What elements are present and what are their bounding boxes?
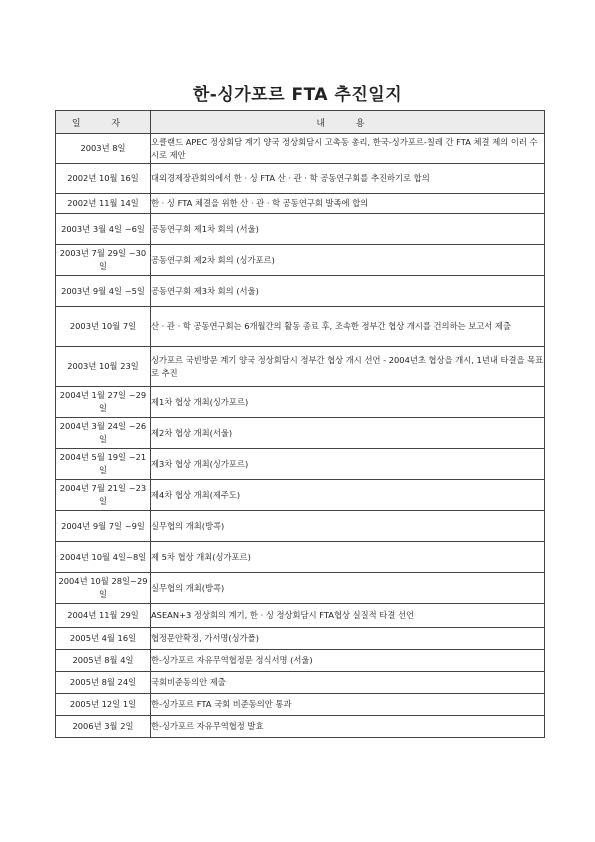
row-content: 한-싱가포르 자유무역협정 발효 (151, 716, 545, 738)
header-content: 내 용 (151, 111, 545, 134)
row-content: 산 · 관 · 학 공동연구회는 6개월간의 활동 종료 후, 조속한 정부간 협상 개시를 건의하는 보고서 제출 (151, 307, 545, 347)
row-content: 실무협의 개최(방콕) (151, 511, 545, 542)
table-row (56, 650, 545, 672)
row-content: 오클랜드 APEC 정상회담 계기 양국 정상회담시 고촉동 총리, 한국-싱가포르-칠레 간 FTA 체결 제의 이러 수시로 제안 (151, 134, 545, 164)
fta-timeline-table (55, 110, 545, 738)
table-row (56, 387, 545, 418)
row-content: 싱가포르 국빈방문 계기 양국 정상회담시 정부간 협상 개시 선언 - 2004년초 협상을 개시, 1년내 타결을 목표로 추진 (151, 347, 545, 387)
table-row (56, 307, 545, 347)
row-date: 2005년 8월 24일 (56, 672, 151, 694)
row-date: 2003년 10월 7일 (56, 307, 151, 347)
table-row (56, 347, 545, 387)
page-title: 한-싱가포르 FTA 추진일지 (192, 85, 403, 105)
row-content: 제4차 협상 개최(제주도) (151, 480, 545, 511)
row-content: 공동연구회 제3차 회의 (서울) (151, 276, 545, 307)
table-row (56, 276, 545, 307)
row-content: 대외경제장관회의에서 한 · 싱 FTA 산 · 관 · 학 공동연구회를 추진하기로 합의 (151, 164, 545, 194)
row-date: 2004년 3월 24일 ~26일 (56, 418, 151, 449)
row-date: 2006년 3월 2일 (56, 716, 151, 738)
table-row (56, 573, 545, 604)
row-content: ASEAN+3 정상회의 계기, 한 · 싱 정상회담시 FTA협상 실질적 타결 선언 (151, 604, 545, 628)
row-content: 실무협의 개최(방콕) (151, 573, 545, 604)
row-date: 2002년 11월 14일 (56, 194, 151, 214)
row-content: 협정문안확정, 가서명(싱가폴) (151, 628, 545, 650)
table-row (56, 542, 545, 573)
table-row (56, 449, 545, 480)
header-date: 일 자 (56, 111, 151, 134)
row-date: 2005년 4월 16일 (56, 628, 151, 650)
row-date: 2005년 12일 1일 (56, 694, 151, 716)
row-content: 한-싱가포르 FTA 국회 비준동의안 통과 (151, 694, 545, 716)
row-date: 2005년 8월 4일 (56, 650, 151, 672)
row-date: 2003년 9월 4일 ~5일 (56, 276, 151, 307)
row-date: 2003년 7월 29일 ~30일 (56, 245, 151, 276)
row-content: 제3차 협상 개최(싱가포르) (151, 449, 545, 480)
row-date: 2003년 8일 (56, 134, 151, 164)
row-date: 2002년 10월 16일 (56, 164, 151, 194)
table-row (56, 480, 545, 511)
row-date: 2004년 9월 7일 ~9일 (56, 511, 151, 542)
row-content: 공동연구회 제2차 회의 (싱가포르) (151, 245, 545, 276)
table-row (56, 134, 545, 164)
table-row (56, 245, 545, 276)
row-date: 2004년 7월 21일 ~23일 (56, 480, 151, 511)
row-content: 제1차 협상 개최(싱가포르) (151, 387, 545, 418)
row-date: 2003년 10월 23일 (56, 347, 151, 387)
row-date: 2004년 1월 27일 ~29일 (56, 387, 151, 418)
row-date: 2004년 5월 19일 ~21일 (56, 449, 151, 480)
row-content: 제2차 협상 개최(서울) (151, 418, 545, 449)
table-row (56, 194, 545, 214)
row-date: 2004년 10월 4일~8일 (56, 542, 151, 573)
table-header-row (56, 111, 545, 134)
row-content: 공동연구회 제1차 회의 (서울) (151, 214, 545, 245)
table-row (56, 628, 545, 650)
row-date: 2004년 11월 29일 (56, 604, 151, 628)
row-content: 한 · 싱 FTA 체결을 위한 산 · 관 · 학 공동연구회 발족에 합의 (151, 194, 545, 214)
table-row (56, 672, 545, 694)
table-row (56, 694, 545, 716)
table-row (56, 716, 545, 738)
row-content: 제 5차 협상 개최(싱가포르) (151, 542, 545, 573)
row-date: 2004년 10월 28일~29일 (56, 573, 151, 604)
row-date: 2003년 3월 4일 ~6일 (56, 214, 151, 245)
table-row (56, 214, 545, 245)
table-row (56, 418, 545, 449)
table-row (56, 511, 545, 542)
row-content: 한-싱가포르 자유무역협정문 정식서명 (서울) (151, 650, 545, 672)
row-content: 국회비준동의안 제출 (151, 672, 545, 694)
table-row (56, 604, 545, 628)
table-row (56, 164, 545, 194)
